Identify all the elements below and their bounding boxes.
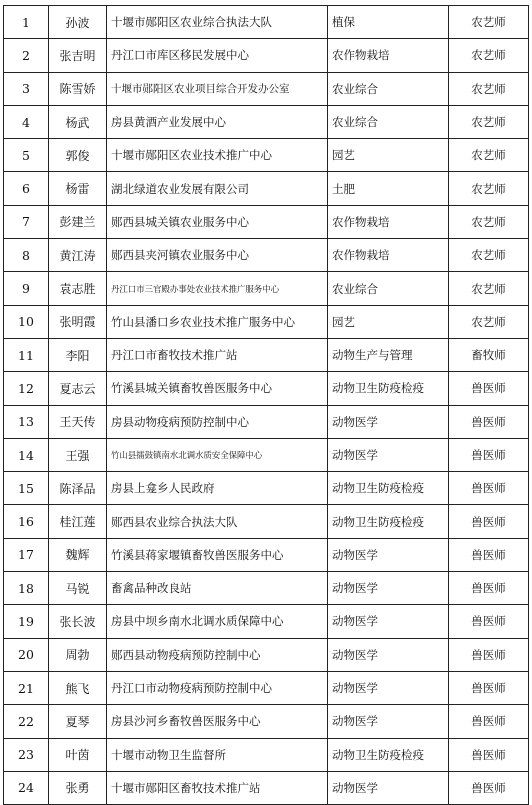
title-cell: 农艺师 bbox=[449, 6, 529, 39]
row-number-cell: 10 bbox=[4, 305, 49, 338]
table-row bbox=[4, 671, 529, 704]
row-number-cell: 21 bbox=[4, 671, 49, 704]
specialty-cell: 农业综合 bbox=[328, 105, 449, 138]
person-name-cell: 李阳 bbox=[49, 338, 107, 371]
specialty-cell: 农作物栽培 bbox=[328, 205, 449, 238]
row-number-cell: 23 bbox=[4, 738, 49, 771]
organization-cell: 十堰市动物卫生监督所 bbox=[107, 738, 328, 771]
row-number-cell: 19 bbox=[4, 605, 49, 638]
specialty-cell: 动物卫生防疫检疫 bbox=[328, 372, 449, 405]
table-row bbox=[4, 205, 529, 238]
table-row bbox=[4, 572, 529, 605]
table-row bbox=[4, 239, 529, 272]
row-number-cell: 15 bbox=[4, 472, 49, 505]
title-cell: 兽医师 bbox=[449, 505, 529, 538]
specialty-cell: 动物卫生防疫检疫 bbox=[328, 505, 449, 538]
organization-cell: 房县上龛乡人民政府 bbox=[107, 472, 328, 505]
row-number-cell: 12 bbox=[4, 372, 49, 405]
table-row bbox=[4, 372, 529, 405]
table-row bbox=[4, 105, 529, 138]
specialty-cell: 动物医学 bbox=[328, 538, 449, 571]
person-name-cell: 熊飞 bbox=[49, 671, 107, 704]
table-row bbox=[4, 405, 529, 438]
person-name-cell: 马锐 bbox=[49, 572, 107, 605]
person-name-cell: 桂江莲 bbox=[49, 505, 107, 538]
specialty-cell: 动物医学 bbox=[328, 671, 449, 704]
organization-cell: 丹江口市库区移民发展中心 bbox=[107, 39, 328, 72]
specialty-cell: 动物医学 bbox=[328, 438, 449, 471]
specialty-cell: 农作物栽培 bbox=[328, 239, 449, 272]
table-row bbox=[4, 472, 529, 505]
row-number-cell: 6 bbox=[4, 172, 49, 205]
table-row bbox=[4, 538, 529, 571]
organization-cell: 竹山县擂鼓镇南水北调水质安全保障中心 bbox=[107, 438, 328, 471]
specialty-cell: 动物医学 bbox=[328, 705, 449, 738]
specialty-cell: 农业综合 bbox=[328, 272, 449, 305]
person-name-cell: 魏辉 bbox=[49, 538, 107, 571]
table-row bbox=[4, 338, 529, 371]
title-cell: 兽医师 bbox=[449, 538, 529, 571]
specialty-cell: 动物医学 bbox=[328, 605, 449, 638]
person-name-cell: 杨武 bbox=[49, 105, 107, 138]
table-row bbox=[4, 505, 529, 538]
organization-cell: 丹江口市动物疫病预防控制中心 bbox=[107, 671, 328, 704]
table-row bbox=[4, 438, 529, 471]
person-name-cell: 张长波 bbox=[49, 605, 107, 638]
organization-cell: 丹江口市畜牧技术推广站 bbox=[107, 338, 328, 371]
person-name-cell: 夏志云 bbox=[49, 372, 107, 405]
row-number-cell: 20 bbox=[4, 638, 49, 671]
person-name-cell: 陈雪娇 bbox=[49, 72, 107, 105]
row-number-cell: 7 bbox=[4, 205, 49, 238]
title-cell: 农艺师 bbox=[449, 105, 529, 138]
person-name-cell: 张吉明 bbox=[49, 39, 107, 72]
specialty-cell: 园艺 bbox=[328, 305, 449, 338]
specialty-cell: 农业综合 bbox=[328, 72, 449, 105]
specialty-cell: 动物医学 bbox=[328, 771, 449, 804]
table-row bbox=[4, 705, 529, 738]
row-number-cell: 11 bbox=[4, 338, 49, 371]
organization-cell: 十堰市郧阳区农业技术推广中心 bbox=[107, 139, 328, 172]
organization-cell: 房县中坝乡南水北调水质保障中心 bbox=[107, 605, 328, 638]
personnel-table bbox=[3, 5, 529, 805]
organization-cell: 丹江口市三官殿办事处农业技术推广服务中心 bbox=[107, 272, 328, 305]
person-name-cell: 杨雷 bbox=[49, 172, 107, 205]
specialty-cell: 动物医学 bbox=[328, 572, 449, 605]
organization-cell: 十堰市郧阳区畜牧技术推广站 bbox=[107, 771, 328, 804]
row-number-cell: 16 bbox=[4, 505, 49, 538]
row-number-cell: 5 bbox=[4, 139, 49, 172]
specialty-cell: 园艺 bbox=[328, 139, 449, 172]
row-number-cell: 1 bbox=[4, 6, 49, 39]
table-row bbox=[4, 738, 529, 771]
row-number-cell: 14 bbox=[4, 438, 49, 471]
organization-cell: 竹溪县城关镇畜牧兽医服务中心 bbox=[107, 372, 328, 405]
title-cell: 农艺师 bbox=[449, 72, 529, 105]
title-cell: 兽医师 bbox=[449, 771, 529, 804]
title-cell: 农艺师 bbox=[449, 272, 529, 305]
specialty-cell: 动物卫生防疫检疫 bbox=[328, 472, 449, 505]
organization-cell: 郧西县夹河镇农业服务中心 bbox=[107, 239, 328, 272]
person-name-cell: 王强 bbox=[49, 438, 107, 471]
table-row bbox=[4, 272, 529, 305]
table-row bbox=[4, 6, 529, 39]
title-cell: 农艺师 bbox=[449, 239, 529, 272]
row-number-cell: 4 bbox=[4, 105, 49, 138]
row-number-cell: 9 bbox=[4, 272, 49, 305]
person-name-cell: 张勇 bbox=[49, 771, 107, 804]
organization-cell: 房县沙河乡畜牧兽医服务中心 bbox=[107, 705, 328, 738]
person-name-cell: 夏琴 bbox=[49, 705, 107, 738]
person-name-cell: 郭俊 bbox=[49, 139, 107, 172]
person-name-cell: 王天传 bbox=[49, 405, 107, 438]
title-cell: 农艺师 bbox=[449, 205, 529, 238]
row-number-cell: 24 bbox=[4, 771, 49, 804]
personnel-table-body bbox=[4, 6, 529, 805]
title-cell: 兽医师 bbox=[449, 605, 529, 638]
title-cell: 兽医师 bbox=[449, 472, 529, 505]
title-cell: 兽医师 bbox=[449, 671, 529, 704]
person-name-cell: 黄江涛 bbox=[49, 239, 107, 272]
specialty-cell: 农作物栽培 bbox=[328, 39, 449, 72]
person-name-cell: 周勃 bbox=[49, 638, 107, 671]
table-row bbox=[4, 638, 529, 671]
specialty-cell: 动物生产与管理 bbox=[328, 338, 449, 371]
specialty-cell: 植保 bbox=[328, 6, 449, 39]
title-cell: 畜牧师 bbox=[449, 338, 529, 371]
organization-cell: 十堰市郧阳区农业综合执法大队 bbox=[107, 6, 328, 39]
title-cell: 兽医师 bbox=[449, 372, 529, 405]
row-number-cell: 22 bbox=[4, 705, 49, 738]
title-cell: 兽医师 bbox=[449, 438, 529, 471]
row-number-cell: 13 bbox=[4, 405, 49, 438]
row-number-cell: 17 bbox=[4, 538, 49, 571]
organization-cell: 郧西县农业综合执法大队 bbox=[107, 505, 328, 538]
table-row bbox=[4, 139, 529, 172]
table-row bbox=[4, 39, 529, 72]
specialty-cell: 动物卫生防疫检疫 bbox=[328, 738, 449, 771]
specialty-cell: 土肥 bbox=[328, 172, 449, 205]
organization-cell: 竹溪县蒋家堰镇畜牧兽医服务中心 bbox=[107, 538, 328, 571]
person-name-cell: 陈泽品 bbox=[49, 472, 107, 505]
person-name-cell: 孙波 bbox=[49, 6, 107, 39]
row-number-cell: 3 bbox=[4, 72, 49, 105]
table-row bbox=[4, 771, 529, 804]
organization-cell: 房县动物疫病预防控制中心 bbox=[107, 405, 328, 438]
table-row bbox=[4, 605, 529, 638]
organization-cell: 十堰市郧阳区农业项目综合开发办公室 bbox=[107, 72, 328, 105]
title-cell: 兽医师 bbox=[449, 405, 529, 438]
title-cell: 兽医师 bbox=[449, 572, 529, 605]
title-cell: 农艺师 bbox=[449, 139, 529, 172]
table-row bbox=[4, 72, 529, 105]
organization-cell: 郧西县动物疫病预防控制中心 bbox=[107, 638, 328, 671]
row-number-cell: 8 bbox=[4, 239, 49, 272]
title-cell: 兽医师 bbox=[449, 738, 529, 771]
organization-cell: 畜禽品种改良站 bbox=[107, 572, 328, 605]
title-cell: 兽医师 bbox=[449, 705, 529, 738]
specialty-cell: 动物医学 bbox=[328, 638, 449, 671]
person-name-cell: 叶茵 bbox=[49, 738, 107, 771]
title-cell: 农艺师 bbox=[449, 172, 529, 205]
organization-cell: 湖北绿道农业发展有限公司 bbox=[107, 172, 328, 205]
person-name-cell: 彭建兰 bbox=[49, 205, 107, 238]
organization-cell: 房县黄酒产业发展中心 bbox=[107, 105, 328, 138]
table-row bbox=[4, 172, 529, 205]
title-cell: 农艺师 bbox=[449, 39, 529, 72]
title-cell: 农艺师 bbox=[449, 305, 529, 338]
title-cell: 兽医师 bbox=[449, 638, 529, 671]
row-number-cell: 18 bbox=[4, 572, 49, 605]
organization-cell: 郧西县城关镇农业服务中心 bbox=[107, 205, 328, 238]
organization-cell: 竹山县潘口乡农业技术推广服务中心 bbox=[107, 305, 328, 338]
person-name-cell: 袁志胜 bbox=[49, 272, 107, 305]
specialty-cell: 动物医学 bbox=[328, 405, 449, 438]
table-row bbox=[4, 305, 529, 338]
row-number-cell: 2 bbox=[4, 39, 49, 72]
person-name-cell: 张明霞 bbox=[49, 305, 107, 338]
